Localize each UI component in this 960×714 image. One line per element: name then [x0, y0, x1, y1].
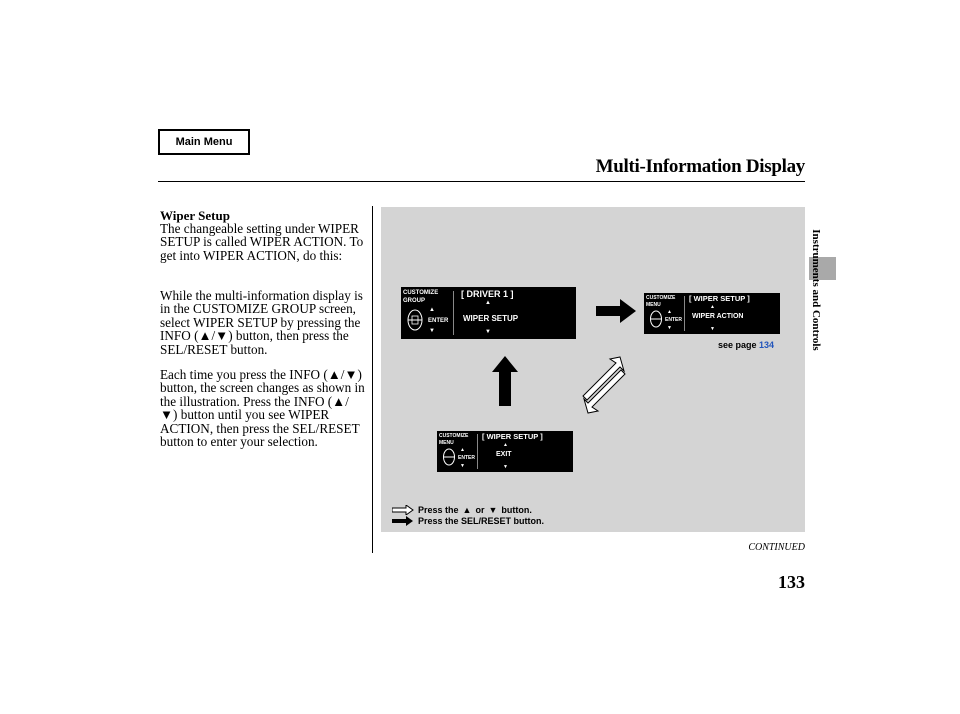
main-menu-button[interactable]: Main Menu: [158, 129, 250, 155]
sel-reset-right-arrow-icon: [596, 299, 636, 323]
legend-sel-reset: [392, 516, 544, 526]
info-knob-icon: [405, 308, 425, 332]
see-page-reference[interactable]: [718, 340, 774, 350]
info-knob-icon: [648, 309, 664, 329]
legend-text: Press the: [418, 505, 459, 515]
screen-title: [ WIPER SETUP ]: [689, 294, 750, 303]
screen-divider: [477, 434, 478, 469]
screen-item: WIPER ACTION: [692, 313, 744, 320]
down-arrow-icon: ▼: [460, 463, 465, 469]
page-title: Multi-Information Display: [595, 156, 805, 177]
enter-label: ENTER: [665, 317, 682, 323]
screen-side-label: CUSTOMIZE: [646, 295, 676, 301]
column-divider: [372, 206, 373, 553]
display-screen-customize-group: [401, 287, 576, 339]
paragraph-intro: The changeable setting under WIPER SETUP is called WIPER ACTION. To get into WIPER ACTION, do this:: [160, 221, 364, 263]
sel-reset-up-arrow-icon: [492, 356, 518, 406]
screen-item: EXIT: [496, 451, 512, 458]
down-arrow-icon: ▼: [667, 325, 672, 331]
screen-side-label: CUSTOMIZE: [439, 433, 469, 439]
legend-text: or: [475, 505, 485, 515]
up-arrow-icon: ▲: [485, 300, 491, 306]
screen-title: [ WIPER SETUP ]: [482, 432, 543, 441]
section-title: Wiper Setup: [160, 208, 230, 223]
continued-note: CONTINUED: [748, 542, 805, 553]
outline-arrow-icon: [392, 505, 414, 515]
screen-item: WIPER SETUP: [463, 314, 519, 323]
down-arrow-icon: ▼: [488, 505, 498, 515]
up-arrow-icon: ▲: [503, 442, 508, 448]
screen-title: [ DRIVER 1 ]: [461, 289, 514, 299]
legend-text: button.: [501, 505, 532, 515]
enter-label: ENTER: [458, 455, 475, 461]
up-arrow-icon: ▲: [667, 309, 672, 315]
page-number: 133: [778, 572, 805, 592]
display-screen-exit: [437, 431, 573, 472]
header-rule: [158, 181, 805, 182]
see-page-link[interactable]: 134: [759, 340, 775, 350]
screen-side-label: GROUP: [403, 298, 426, 304]
up-arrow-icon: ▲: [710, 304, 715, 310]
paragraph-cycle: Each time you press the INFO (▲/▼) button, the screen changes as shown in the illustration. Press the INFO (▲/▼) button until you see WIPER ACTION, then press the SEL/RESET button to enter your selection.: [160, 367, 365, 450]
info-knob-icon: [441, 447, 457, 467]
screen-divider: [684, 296, 685, 331]
down-arrow-icon: ▼: [485, 329, 491, 335]
down-arrow-icon: ▼: [710, 326, 715, 332]
solid-arrow-icon: [392, 516, 414, 526]
see-page-label: see page: [718, 340, 757, 350]
screen-side-label: MENU: [439, 440, 454, 446]
up-arrow-icon: ▲: [462, 505, 472, 515]
up-arrow-icon: ▲: [429, 307, 435, 313]
screen-divider: [453, 291, 454, 335]
display-screen-wiper-action: [644, 293, 780, 334]
screen-side-label: CUSTOMIZE: [403, 290, 439, 296]
down-arrow-icon: ▼: [429, 328, 435, 334]
down-arrow-icon: ▼: [503, 464, 508, 470]
screen-side-label: MENU: [646, 302, 661, 308]
info-cycle-arrows-icon: [580, 356, 628, 414]
legend-info-button: [392, 505, 532, 515]
paragraph-select: While the multi-information display is in the CUSTOMIZE GROUP screen, select WIPER SETUP by pressing the INFO (▲/▼) button, then press the SEL/RESET button.: [160, 288, 363, 357]
up-arrow-icon: ▲: [460, 447, 465, 453]
legend-text: Press the SEL/RESET button.: [418, 516, 545, 526]
enter-label: ENTER: [428, 318, 449, 324]
